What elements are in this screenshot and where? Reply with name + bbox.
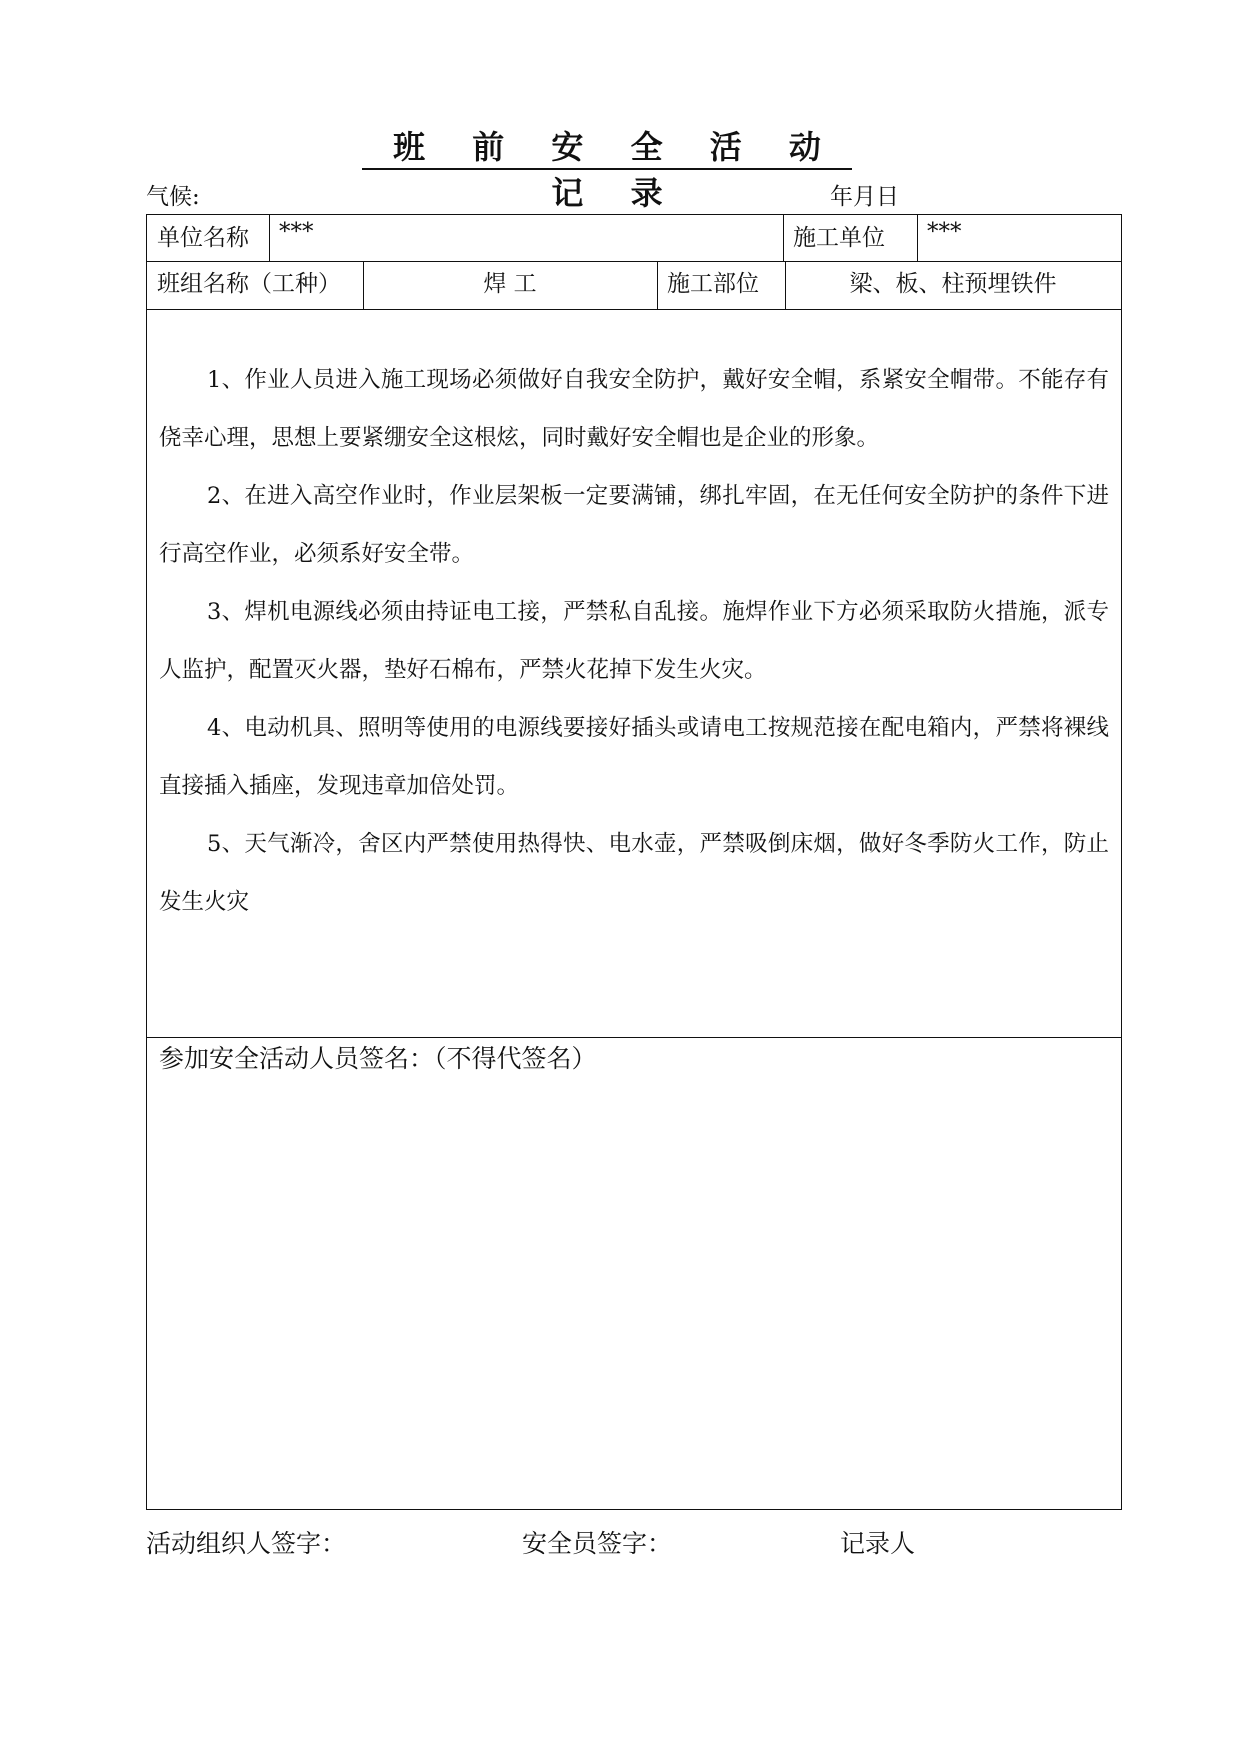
activity-record-form (146, 214, 1122, 1510)
construction-unit-value: *** (927, 219, 962, 245)
safety-rule-item: 1、作业人员进入施工现场必须做好自我安全防护，戴好安全帽，系紧安全帽带。不能存有侥幸心理，思想上要紧绷安全这根炫，同时戴好安全帽也是企业的形象。 (159, 367, 1109, 451)
location-value: 梁、板、柱预埋铁件 (849, 271, 1057, 297)
safety-officer-signature-label: 安全员签字： (522, 1529, 673, 1558)
team-value: 焊 工 (483, 271, 537, 297)
organizer-signature-label: 活动组织人签字： (146, 1529, 347, 1558)
unit-name-label: 单位名称 (157, 225, 249, 251)
signature-label: 参加安全活动人员签名：（不得代签名） (159, 1044, 597, 1073)
location-label: 施工部位 (667, 271, 759, 297)
unit-name-value: *** (279, 219, 314, 245)
recorder-label: 记录人 (840, 1529, 916, 1558)
safety-rule-item: 3、焊机电源线必须由持证电工接，严禁私自乱接。施焊作业下方必须采取防火措施，派专人监护，配置灭火器，垫好石棉布，严禁火花掉下发生火灾。 (159, 599, 1109, 683)
team-label: 班组名称（工种） (157, 271, 341, 297)
safety-rule-item: 5、天气渐冷，舍区内严禁使用热得快、电水壶，严禁吸倒床烟，做好冬季防火工作，防止发生火灾 (159, 831, 1109, 915)
signature-area[interactable] (147, 1037, 1121, 1509)
date-label: 年月日 (830, 184, 899, 210)
weather-label: 气候: (146, 184, 200, 210)
safety-rule-item: 2、在进入高空作业时，作业层架板一定要满铺，绑扎牢固，在无任何安全防护的条件下进行高空作业，必须系好安全带。 (159, 483, 1109, 567)
safety-rule-item: 4、电动机具、照明等使用的电源线要接好插头或请电工按规范接在配电箱内，严禁将裸线直接插入插座，发现违章加倍处罚。 (159, 715, 1109, 799)
page-title: 班 前 安 全 活 动 记 录 (362, 124, 852, 170)
construction-unit-label: 施工单位 (793, 225, 885, 251)
safety-rules (159, 351, 1109, 931)
safety-content-area (147, 309, 1121, 1037)
